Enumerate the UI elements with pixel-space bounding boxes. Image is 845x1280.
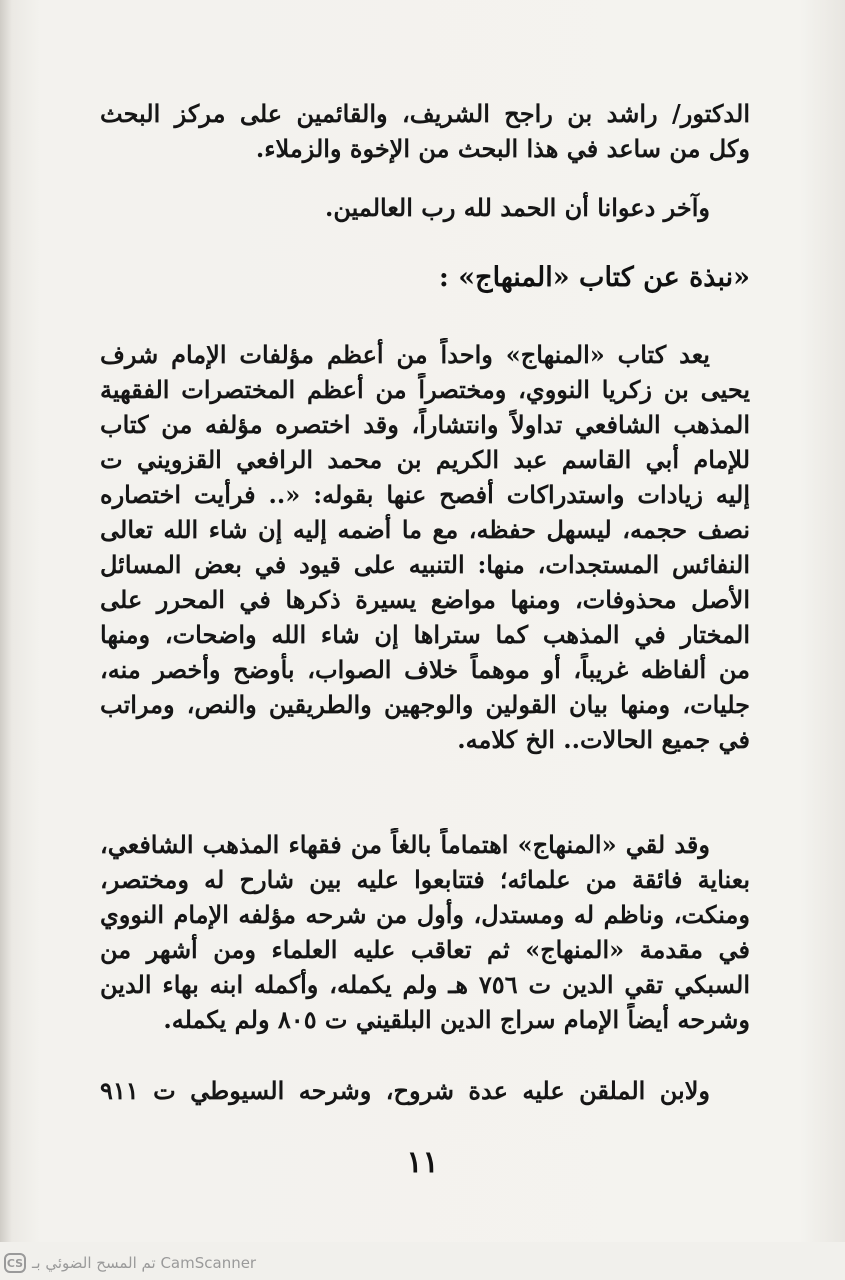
text-line: يعد كتاب «المنهاج» واحداً من أعظم مؤلفات الإمام شرف — [100, 340, 710, 369]
paragraph-commentaries — [100, 1073, 750, 1108]
text-line: المذهب الشافعي تداولاً وانتشاراً، وقد اختصره مؤلفه من كتاب — [100, 410, 750, 439]
text-line: يحيى بن زكريا النووي، ومختصراً من أعظم المختصرات الفقهية — [100, 375, 750, 404]
text-line: نصف حجمه، ليسهل حفظه، مع ما أضمه إليه إن شاء الله تعالى — [100, 515, 750, 544]
text-line: بعناية فائقة من علمائه؛ فتتابعوا عليه بين شارح له ومختصر، — [100, 865, 750, 894]
text-line: للإمام أبي القاسم عبد الكريم بن محمد الرافعي القزويني ت — [100, 445, 750, 474]
text-line: السبكي تقي الدين ت ٧٥٦ هـ ولم يكمله، وأكمله ابنه بهاء الدين — [100, 970, 750, 999]
closing-prayer — [100, 190, 750, 225]
paragraph-reception — [100, 828, 750, 1038]
text-line: جليات، ومنها بيان القولين والوجهين والطريقين والنص، ومراتب — [100, 690, 750, 719]
acknowledgement-paragraph — [100, 96, 750, 166]
text-line: وآخر دعوانا أن الحمد لله رب العالمين. — [324, 193, 710, 222]
page-number: ١١ — [406, 1145, 439, 1180]
section-heading: «نبذة عن كتاب «المنهاج» : — [438, 262, 750, 293]
text-line: وكل من ساعد في هذا البحث من الإخوة والزملاء. — [255, 134, 750, 163]
paragraph-book-overview — [100, 338, 750, 758]
text-line: وقد لقي «المنهاج» اهتماماً بالغاً من فقهاء المذهب الشافعي، — [100, 830, 710, 859]
text-line: وشرحه أيضاً الإمام سراج الدين البلقيني ت ٨٠٥ ولم يكمله. — [163, 1005, 750, 1034]
text-line: الأصل محذوفات، ومنها مواضع يسيرة ذكرها في المحرر على — [100, 585, 750, 614]
text-line: الدكتور/ راشد بن راجح الشريف، والقائمين على مركز البحث — [100, 99, 750, 128]
text-line: إليه زيادات واستدراكات أفصح عنها بقوله: «.. فرأيت اختصاره — [100, 480, 750, 509]
camscanner-logo-icon: CS — [4, 1253, 26, 1273]
text-line: المختار في المذهب كما ستراها إن شاء الله واضحات، ومنها — [100, 620, 750, 649]
text-line: من ألفاظه غريباً، أو موهماً خلاف الصواب، بأوضح وأخصر منه، — [100, 655, 750, 684]
text-line: في جميع الحالات.. الخ كلامه. — [457, 725, 750, 754]
text-line: النفائس المستجدات، منها: التنبيه على قيود في بعض المسائل — [100, 550, 750, 579]
camscanner-watermark — [4, 1250, 256, 1276]
text-line: ولابن الملقن عليه عدة شروح، وشرحه السيوطي ت ٩١١ — [100, 1076, 710, 1105]
watermark-label: تم المسح الضوئي بـ CamScanner — [32, 1254, 257, 1272]
text-line: ومنكت، وناظم له ومستدل، وأول من شرحه مؤلفه الإمام النووي — [100, 900, 750, 929]
text-line: في مقدمة «المنهاج» ثم تعاقب عليه العلماء ومن أشهر من — [100, 935, 750, 964]
